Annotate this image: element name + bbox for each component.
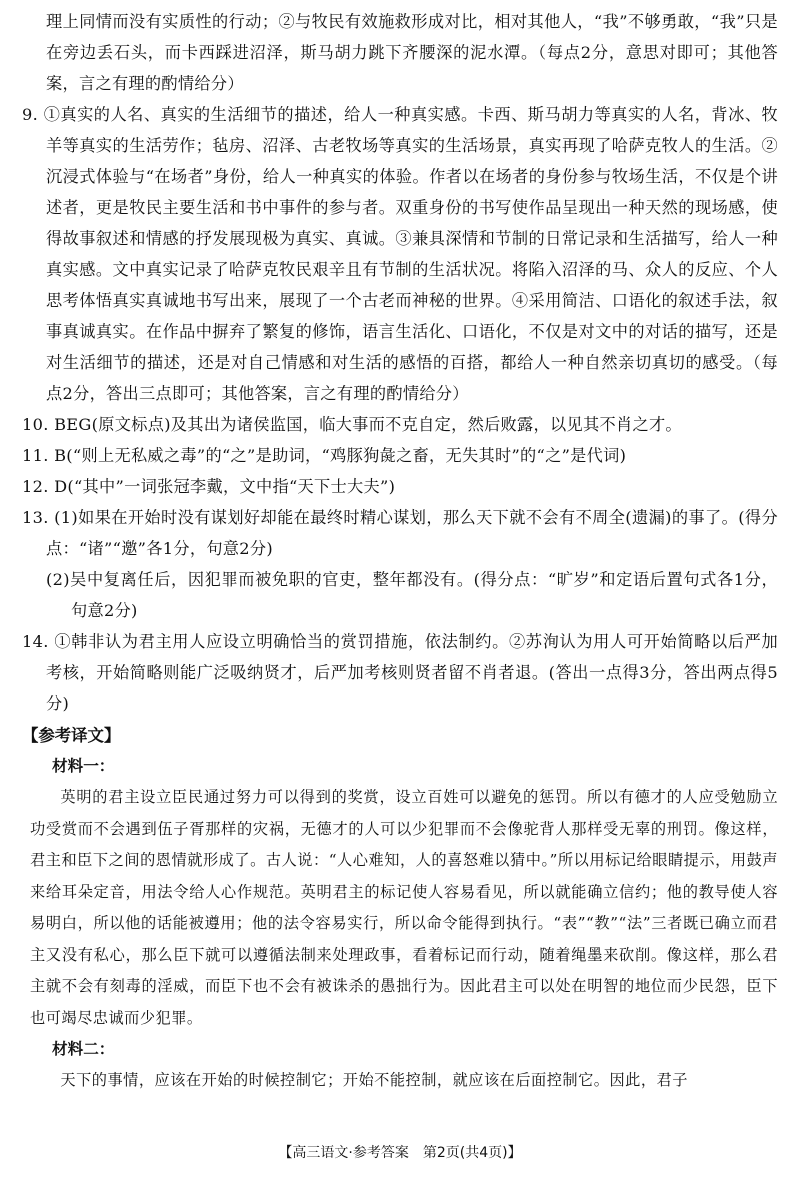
page-footer: 【高三语文·参考答案 第2页(共4页)】 bbox=[278, 1145, 522, 1161]
material-1-title: 材料一： bbox=[52, 757, 115, 775]
answer-8-continuation: 理上同情而没有实质性的行动；②与牧民有效施救形成对比，相对其他人，“我”不够勇敢，“我”只是在旁边丢石头，而卡西踩进沼泽，斯马胡力跳下齐腰深的泥水潭。（每点2分，意思对即可；其他答案，言之有理的酌情给分） bbox=[46, 12, 778, 93]
translation-section bbox=[22, 721, 778, 1097]
answer-13-part1: 13. (1)如果在开始时没有谋划好却能在最终时精心谋划，那么天下就不会有不周全(遗漏)的事了。(得分点：“诸”“邀”各1分，句意2分) bbox=[22, 508, 778, 558]
answer-10: 10. BEG(原文标点)及其出为诸侯监国，临大事而不克自定，然后败露，以见其不肖之才。 bbox=[22, 415, 682, 434]
answer-12: 12. D(“其中”一词张冠李戴，文中指“天下士大夫”) bbox=[22, 477, 396, 496]
material-2-text: 天下的事情，应该在开始的时候控制它；开始不能控制，就应该在后面控制它。因此，君子 bbox=[60, 1071, 688, 1089]
answer-13-part2: (2)吴中复离任后，因犯罪而被免职的官吏，整年都没有。(得分点：“旷岁”和定语后置句式各1分，句意2分) bbox=[46, 570, 778, 620]
material-1-text: 英明的君主设立臣民通过努力可以得到的奖赏，设立百姓可以避免的惩罚。所以有德才的人应受勉励立功受赏而不会遇到伍子胥那样的灾祸，无德才的人可以少犯罪而不会像驼背人那样受无辜的刑罚。像这样，君主和臣下之间的恩情就形成了。古人说：“人心难知，人的喜怒难以猜中。”所以用标记给眼睛提示，用鼓声来给耳朵定音，用法令给人心作规范。英明君主的标记使人容易看见，所以就能确立信约；他的教导使人容易明白，所以他的话能被遵用；他的法令容易实行，所以命令能得到执行。“表”“教”“法”三者既已确立而君主又没有私心，那么臣下就可以遵循法制来处理政事，看着标记而行动，随着绳墨来砍削。像这样，那么君主就不会有刻毒的淫威，而臣下也不会有被诛杀的愚拙行为。因此君主可以处在明智的地位而少民怨，臣下也可竭尽忠诚而少犯罪。 bbox=[30, 788, 778, 1027]
material-2-title: 材料二： bbox=[52, 1040, 115, 1058]
answer-9: 9. ①真实的人名、真实的生活细节的描述，给人一种真实感。卡西、斯马胡力等真实的人名，背冰、牧羊等真实的生活劳作；毡房、沼泽、古老牧场等真实的生活场景，真实再现了哈萨克牧人的生活。②沉浸式体验与“在场者”身份，给人一种真实的体验。作者以在场者的身份参与牧场生活，不仅是个讲述者，更是牧民主要生活和书中事件的参与者。双重身份的书写使作品呈现出一种天然的现场感，使得故事叙述和情感的抒发展现极为真实、真诚。③兼具深情和节制的日常记录和生活描写，给人一种真实感。文中真实记录了哈萨克牧民艰辛且有节制的生活状况。将陷入沼泽的马、众人的反应、个人思考体悟真实真诚地书写出来，展现了一个古老而神秘的世界。④采用简洁、口语化的叙述手法，叙事真诚真实。在作品中摒弃了繁复的修饰，语言生活化、口语化，不仅是对文中的对话的描写，还是对生活细节的描述，还是对自己情感和对生活的感悟的百搭，都给人一种自然亲切真切的感受。（每点2分，答出三点即可；其他答案，言之有理的酌情给分） bbox=[22, 105, 778, 403]
translation-heading: 【参考译文】 bbox=[22, 726, 121, 745]
answer-14: 14. ①韩非认为君主用人应设立明确恰当的赏罚措施，依法制约。②苏洵认为用人可开始简略以后严加考核，开始简略则能广泛吸纳贤才，后严加考核则贤者留不肖者退。(答出一点得3分，答出两点得5分) bbox=[22, 632, 778, 713]
answer-11: 11. B(“则上无私威之毒”的“之”是助词，“鸡豚狗彘之畜，无失其时”的“之”是代词) bbox=[22, 446, 627, 465]
answer-section bbox=[22, 6, 778, 719]
